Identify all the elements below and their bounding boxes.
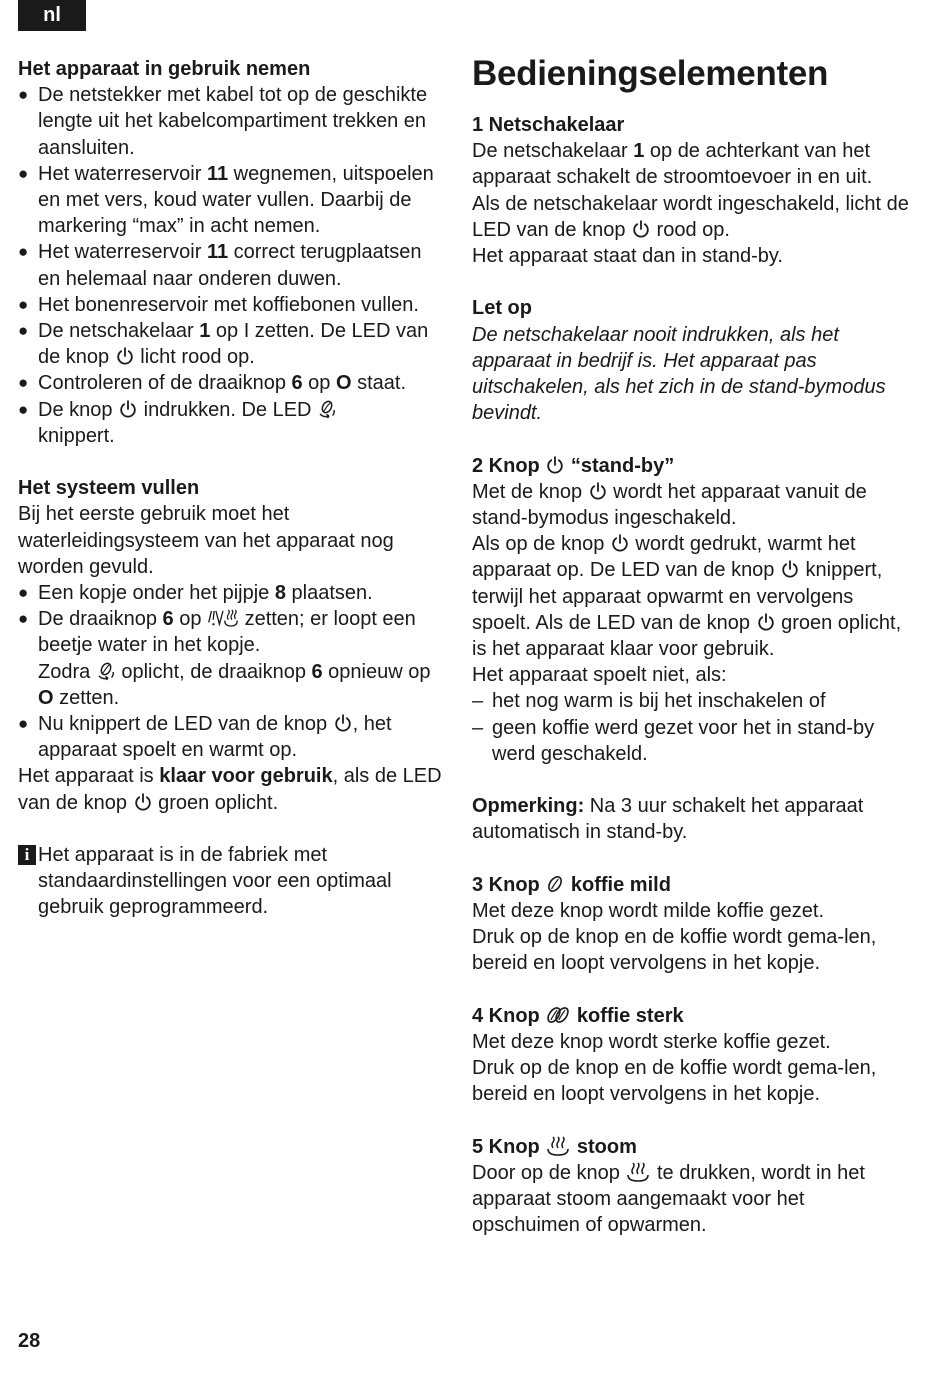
section-fill-system — [18, 475, 448, 816]
section-standby-button — [472, 453, 912, 767]
bullet-icon: ● — [18, 399, 29, 419]
language-tab: nl — [18, 0, 86, 31]
page-number: 28 — [18, 1330, 41, 1352]
section-title: 3 Knop koffie mild — [472, 873, 671, 896]
bullet-icon: ● — [18, 85, 29, 105]
list-item: – geen koffie werd gezet voor het in stand-by werd geschakeld. — [472, 716, 875, 765]
paragraph: De netschakelaar 1 op de achterkant van het apparaat schakelt de stroomtoevoer in en uit. — [472, 140, 873, 189]
paragraph: Het apparaat staat dan in stand-by. — [472, 245, 783, 268]
paragraph: Het apparaat is in de fabriek met standaardinstellingen voor een optimaal gebruik geprogrammeerd. — [38, 844, 392, 919]
section-caution — [472, 295, 912, 426]
left-column — [18, 56, 448, 947]
power-icon — [756, 612, 776, 632]
paragraph: Druk op de knop en de koffie wordt gema-len, bereid en loopt vervolgens in het kopje. — [472, 926, 877, 975]
paragraph: Met deze knop wordt milde koffie gezet. — [472, 900, 825, 923]
section-title: Let op — [472, 297, 532, 320]
note — [472, 793, 912, 845]
power-icon — [133, 792, 153, 812]
power-icon — [588, 481, 608, 501]
power-icon — [118, 399, 138, 419]
step-list — [18, 82, 448, 449]
list-item: – het nog warm is bij het inschakelen of — [472, 690, 826, 713]
section-title: Het systeem vullen — [18, 477, 200, 500]
list-item: ● Het waterreservoir 11 correct terugplaatsen en helemaal naar onderen duwen. — [18, 241, 422, 290]
section-title: 1 Netschakelaar — [472, 114, 625, 136]
bullet-icon: ● — [18, 714, 29, 734]
section-steam — [472, 1134, 912, 1239]
rinse-icon — [96, 661, 116, 681]
list-item: ● De draaiknop 6 op zetten; er loopt een beetje water in het kopje. Zodra oplicht, de draaiknop 6 opnieuw op O zetten. — [18, 608, 431, 709]
bullet-icon: ● — [18, 609, 29, 629]
paragraph: Met de knop wordt het apparaat vanuit de stand-bymodus ingeschakeld. — [472, 480, 867, 530]
paragraph: Als op de knop wordt gedrukt, warmt het apparaat op. De LED van de knop knippert, terwijl het apparaat opwarmt en vervolgens spoelt. Als de LED van de knop groen oplicht, is het apparaat klaar voor gebruik. — [472, 533, 902, 661]
power-icon — [115, 346, 135, 366]
paragraph: Door op de knop te drukken, wordt in het apparaat stoom aangemaakt voor het opschuimen of opwarmen. — [472, 1162, 865, 1237]
power-icon — [780, 559, 800, 579]
bullet-icon: ● — [18, 163, 29, 183]
bullet-icon: ● — [18, 583, 29, 603]
paragraph: De netschakelaar nooit indrukken, als het apparaat in bedrijf is. Het apparaat pas uitschakelen, als het zich in de stand-bymodus bevindt. — [472, 323, 886, 425]
info-icon: i — [18, 845, 36, 865]
paragraph: Bij het eerste gebruik moet het waterleidingsysteem van het apparaat nog worden gevuld. — [18, 503, 394, 578]
paragraph: Als de netschakelaar wordt ingeschakeld, licht de LED van de knop rood op. — [472, 192, 909, 241]
paragraph: Met deze knop wordt sterke koffie gezet. — [472, 1031, 831, 1054]
section-title: 4 Knop koffie sterk — [472, 1004, 684, 1027]
section-strong-coffee — [472, 1003, 912, 1108]
paragraph: Opmerking: Na 3 uur schakelt het apparaat automatisch in stand-by. — [472, 795, 864, 844]
list-item: ● Een kopje onder het pijpje 8 plaatsen. — [18, 580, 448, 606]
steam-icon — [625, 1162, 651, 1182]
page-title: Bedieningselementen — [472, 54, 829, 93]
power-icon — [545, 455, 565, 475]
paragraph: Het apparaat spoelt niet, als: — [472, 664, 727, 687]
list-item: ● De knop indrukken. De LED knippert. — [18, 397, 448, 449]
list-item: ● De netschakelaar 1 op I zetten. De LED van de knop licht rood op. — [18, 320, 429, 369]
water-steam-icon — [207, 608, 239, 628]
section-title: 2 Knop “stand-by” — [472, 454, 675, 477]
section-title: 5 Knop stoom — [472, 1135, 637, 1158]
bullet-icon: ● — [18, 321, 29, 341]
paragraph: Het apparaat is klaar voor gebruik, als de LED van de knop groen oplicht. — [18, 765, 442, 814]
section-power-switch — [472, 112, 912, 269]
paragraph: Druk op de knop en de koffie wordt gema-len, bereid en loopt vervolgens in het kopje. — [472, 1057, 877, 1106]
list-item: ● Het bonenreservoir met koffiebonen vullen. — [18, 292, 448, 318]
list-item: ● De netstekker met kabel tot op de geschikte lengte uit het kabelcompartiment trekken en aansluiten. — [18, 84, 428, 159]
double-bean-icon — [545, 1005, 571, 1025]
power-icon — [631, 219, 651, 239]
dash-list — [472, 688, 912, 767]
list-item: ● Controleren of de draaiknop 6 op O staat. — [18, 370, 448, 396]
steam-icon — [545, 1136, 571, 1156]
bullet-icon: ● — [18, 294, 29, 314]
list-item: ● Nu knippert de LED van de knop , het apparaat spoelt en warmt op. — [18, 713, 392, 762]
power-icon — [610, 533, 630, 553]
step-list — [18, 580, 448, 763]
power-icon — [333, 713, 353, 733]
section-start-using — [18, 56, 448, 449]
list-item: ● Het waterreservoir 11 wegnemen, uitspoelen en met vers, koud water vullen. Daarbij de markering “max” in acht nemen. — [18, 162, 434, 238]
right-column — [472, 56, 912, 1265]
section-title: Het apparaat in gebruik nemen — [18, 58, 311, 80]
bullet-icon: ● — [18, 373, 29, 393]
section-mild-coffee — [472, 872, 912, 977]
coffee-bean-icon — [545, 874, 565, 894]
info-note — [18, 842, 448, 921]
bullet-icon: ● — [18, 242, 29, 262]
rinse-icon — [317, 399, 337, 419]
